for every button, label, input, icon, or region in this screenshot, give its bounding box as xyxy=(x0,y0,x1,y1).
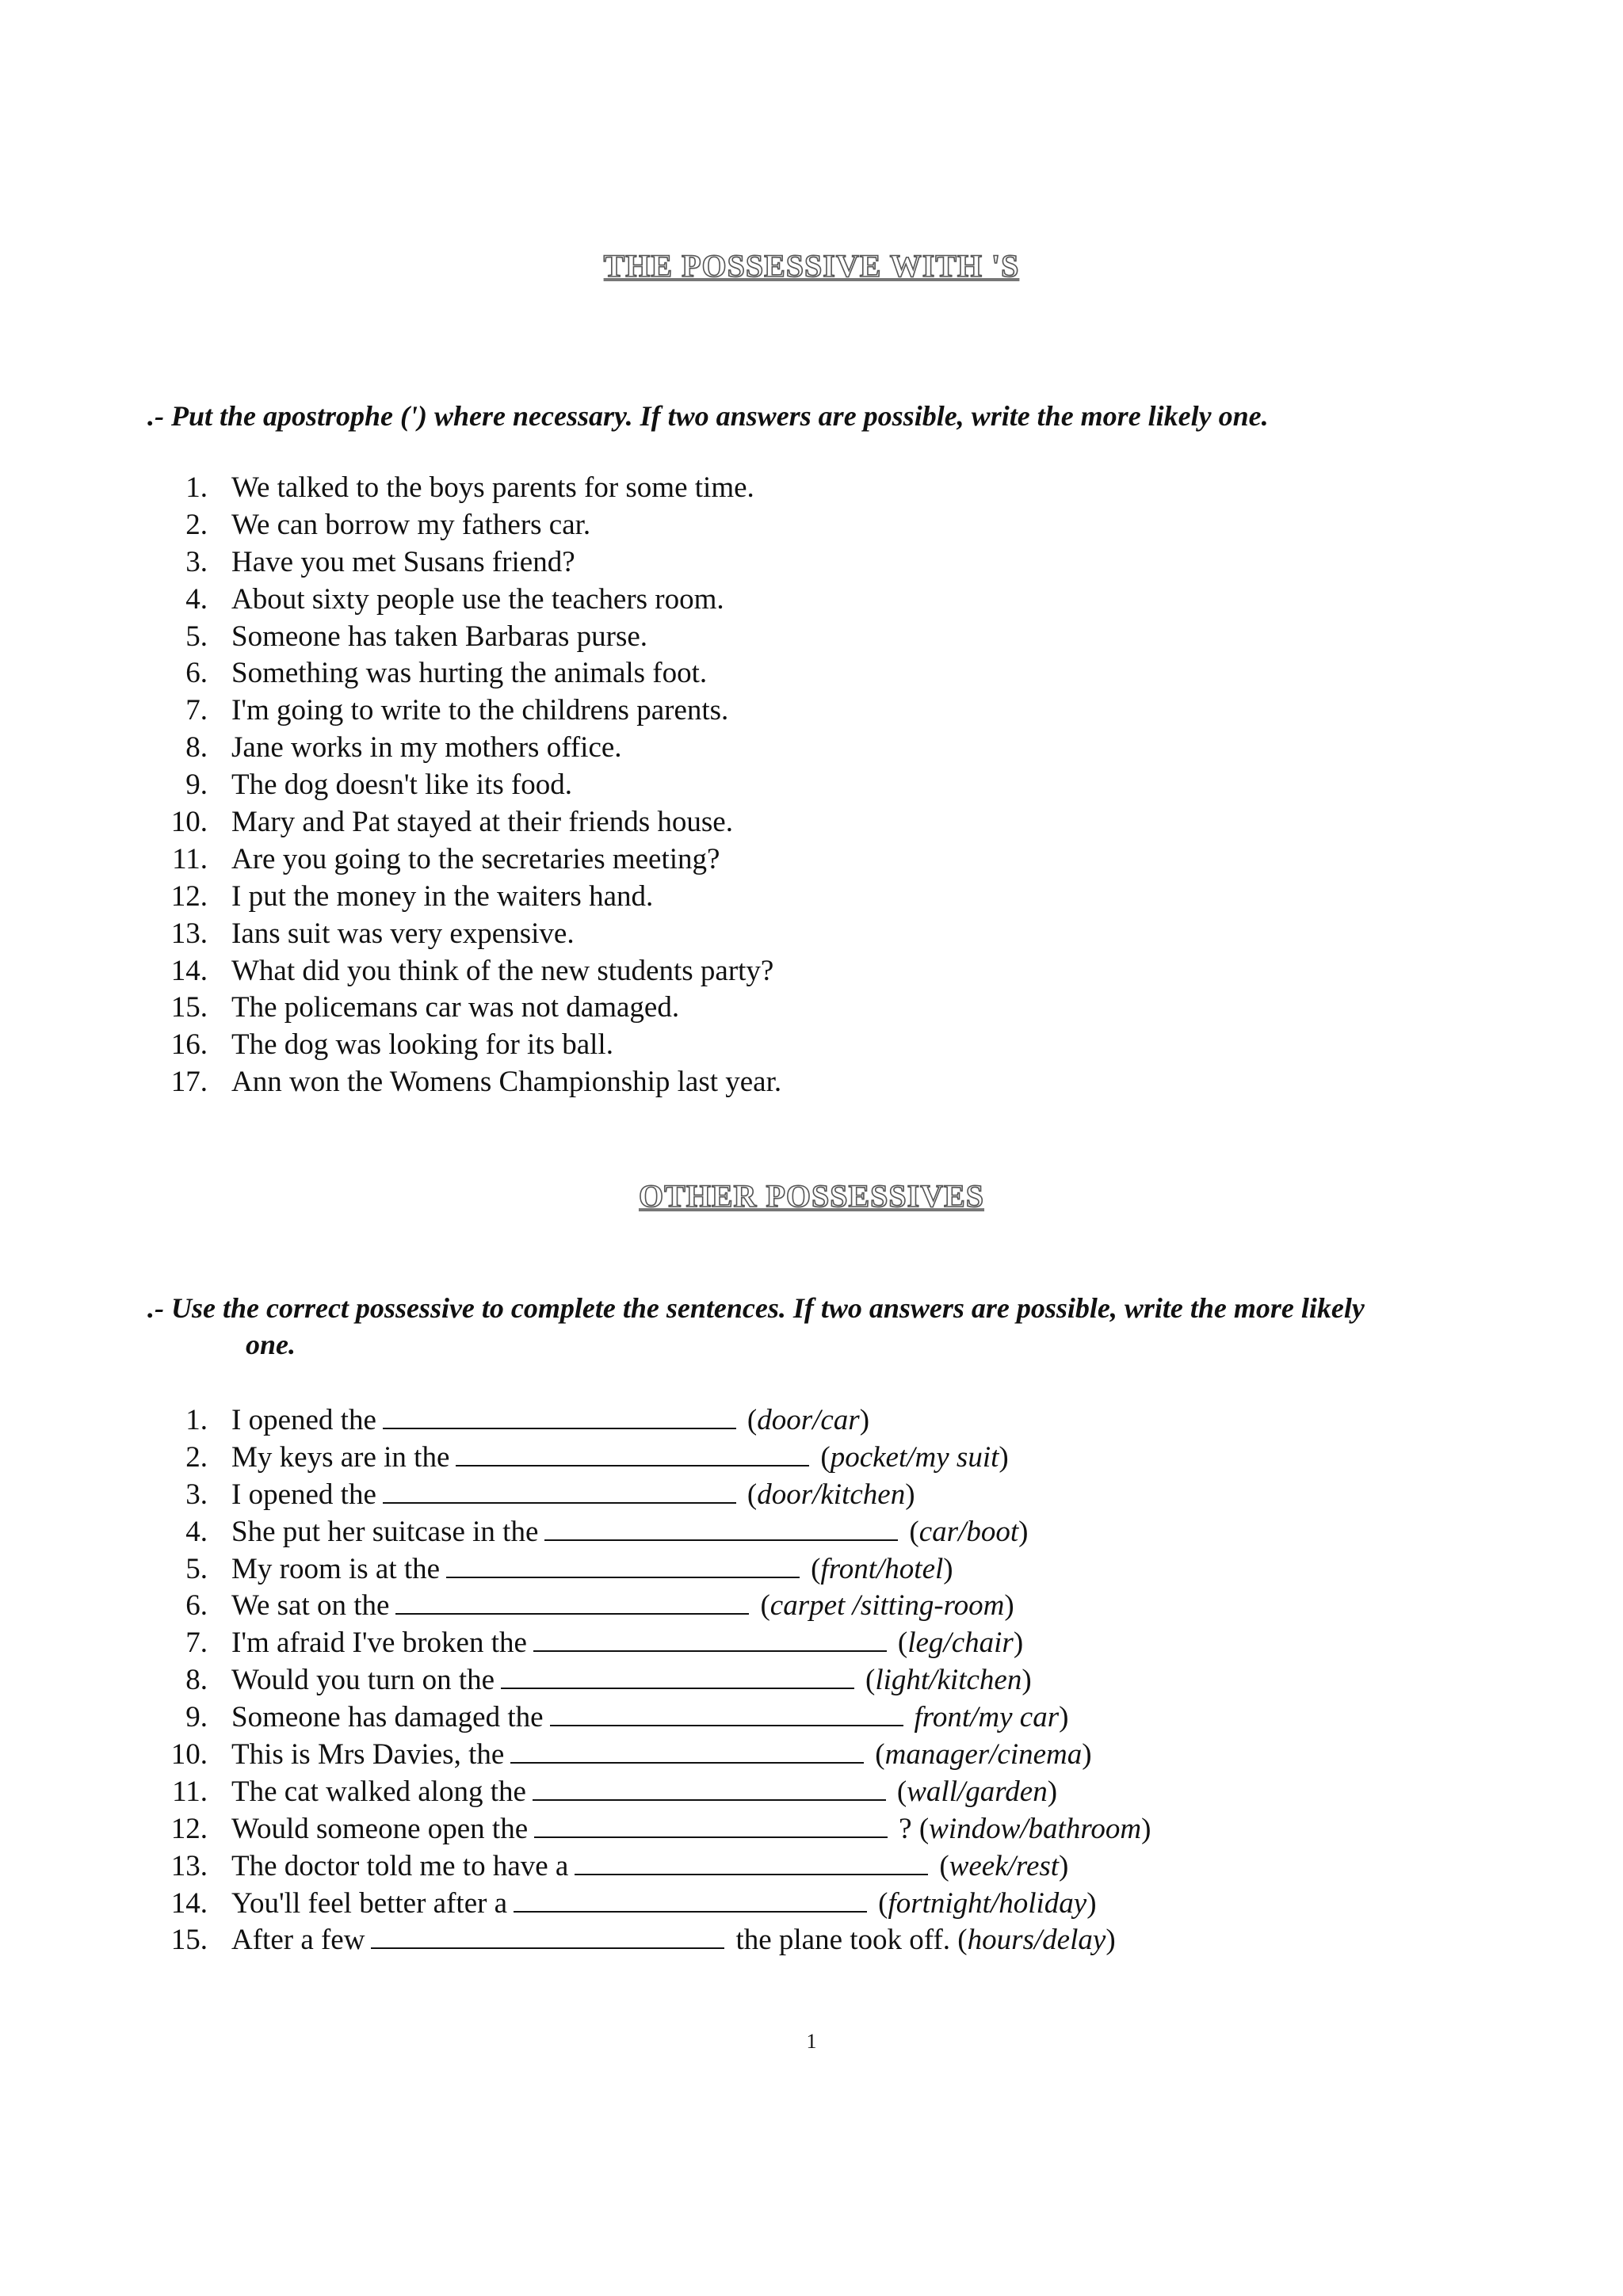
list-item xyxy=(147,1661,1151,1698)
list-item xyxy=(147,841,781,879)
item-number: 6. xyxy=(185,1589,208,1623)
list-item xyxy=(147,1401,1151,1438)
list-item xyxy=(147,1064,781,1101)
list-item xyxy=(147,804,781,841)
hint-close: ) xyxy=(1059,1701,1069,1734)
sentence-start: You'll feel better after a xyxy=(231,1886,508,1920)
item-number: 4. xyxy=(185,582,208,616)
list-item xyxy=(147,1735,1151,1772)
item-number: 13. xyxy=(170,917,208,950)
sentence-start: This is Mrs Davies, the xyxy=(231,1738,505,1772)
word-hint: wall/garden xyxy=(907,1775,1048,1808)
answer-blank[interactable] xyxy=(446,1550,800,1578)
sentence-end: ( xyxy=(909,1515,919,1548)
page-number: 1 xyxy=(806,2030,817,2053)
word-hint: front/hotel xyxy=(820,1552,944,1585)
answer-blank[interactable] xyxy=(383,1475,736,1504)
item-number: 14. xyxy=(170,1886,208,1920)
item-number: 7. xyxy=(185,1627,208,1660)
list-item xyxy=(147,470,781,507)
sentence-end: ( xyxy=(760,1589,770,1623)
list-item xyxy=(147,990,781,1027)
sentence-end: ( xyxy=(820,1440,831,1474)
item-sentence: I'm going to write to the childrens parents. xyxy=(231,694,729,727)
sentence-start: We sat on the xyxy=(231,1589,390,1623)
item-number: 1. xyxy=(185,471,208,504)
item-sentence: The dog was looking for its ball. xyxy=(231,1028,613,1062)
item-sentence: The policemans car was not damaged. xyxy=(231,991,680,1024)
item-number: 13. xyxy=(170,1849,208,1882)
list-item xyxy=(147,1810,1151,1847)
item-sentence: I put the money in the waiters hand. xyxy=(231,879,654,913)
word-hint: leg/chair xyxy=(907,1627,1014,1660)
sentence-start: The cat walked along the xyxy=(231,1775,526,1808)
sentence-start: Would you turn on the xyxy=(231,1664,495,1697)
item-number: 16. xyxy=(170,1028,208,1062)
list-item xyxy=(147,1027,781,1064)
hint-close: ) xyxy=(1018,1515,1029,1548)
section1-instruction: .- Put the apostrophe (') where necessary. If two answers are possible, write the more likely one. xyxy=(147,400,1269,432)
hint-close: ) xyxy=(1004,1589,1014,1623)
answer-blank[interactable] xyxy=(383,1401,736,1429)
answer-blank[interactable] xyxy=(534,1810,888,1838)
answer-blank[interactable] xyxy=(533,1623,887,1652)
word-hint: door/car xyxy=(757,1404,860,1436)
sentence-end: the plane took off. ( xyxy=(735,1924,968,1957)
item-sentence: We talked to the boys parents for some time. xyxy=(231,471,754,504)
item-sentence: Mary and Pat stayed at their friends house. xyxy=(231,806,733,839)
hint-close: ) xyxy=(999,1440,1009,1474)
item-number: 12. xyxy=(170,1812,208,1845)
list-item xyxy=(147,1698,1151,1735)
list-item xyxy=(147,1550,1151,1587)
word-hint: pocket/my suit xyxy=(830,1440,999,1474)
list-item xyxy=(147,1512,1151,1550)
answer-blank[interactable] xyxy=(371,1920,724,1949)
sentence-end: ? ( xyxy=(899,1812,930,1845)
hint-close: ) xyxy=(1141,1812,1151,1845)
answer-blank[interactable] xyxy=(510,1735,864,1764)
sentence-start: She put her suitcase in the xyxy=(231,1515,539,1548)
section2-title: OTHER POSSESSIVES xyxy=(638,1178,985,1214)
section2-instruction-line1: .- Use the correct possessive to complete the sentences. If two answers are possible, write the more likely xyxy=(147,1292,1365,1324)
item-sentence: Ians suit was very expensive. xyxy=(231,917,575,950)
sentence-end: ( xyxy=(939,1849,949,1882)
hint-close: ) xyxy=(905,1478,915,1511)
answer-blank[interactable] xyxy=(456,1438,809,1466)
sentence-start: I'm afraid I've broken the xyxy=(231,1627,527,1660)
hint-close: ) xyxy=(1106,1924,1116,1957)
word-hint: carpet /sitting-room xyxy=(769,1589,1005,1623)
word-hint: hours/delay xyxy=(967,1924,1106,1957)
list-item xyxy=(147,1475,1151,1512)
item-number: 10. xyxy=(170,806,208,839)
item-number: 9. xyxy=(185,769,208,802)
item-number: 1. xyxy=(185,1404,208,1436)
list-item xyxy=(147,730,781,767)
word-hint: light/kitchen xyxy=(875,1664,1022,1697)
item-sentence: Ann won the Womens Championship last year. xyxy=(231,1066,782,1099)
item-number: 6. xyxy=(185,657,208,690)
word-hint: car/boot xyxy=(918,1515,1019,1548)
list-item xyxy=(147,1920,1151,1958)
sentence-end: ( xyxy=(875,1738,885,1772)
sentence-start: I opened the xyxy=(231,1478,376,1511)
list-item xyxy=(147,1884,1151,1921)
answer-blank[interactable] xyxy=(550,1698,903,1726)
list-item xyxy=(147,1772,1151,1810)
item-number: 11. xyxy=(172,842,208,875)
answer-blank[interactable] xyxy=(501,1661,854,1689)
list-item xyxy=(147,916,781,953)
answer-blank[interactable] xyxy=(514,1884,867,1913)
sentence-end: ( xyxy=(878,1886,888,1920)
list-item xyxy=(147,953,781,990)
item-number: 7. xyxy=(185,694,208,727)
word-hint: door/kitchen xyxy=(757,1478,906,1511)
item-number: 5. xyxy=(185,620,208,653)
list-item xyxy=(147,767,781,804)
section2-instruction xyxy=(147,1290,1510,1363)
sentence-start: I opened the xyxy=(231,1404,376,1436)
sentence-end: ( xyxy=(747,1478,758,1511)
hint-close: ) xyxy=(1082,1738,1092,1772)
list-item xyxy=(147,1847,1151,1884)
answer-blank[interactable] xyxy=(533,1772,886,1801)
list-item xyxy=(147,1623,1151,1661)
item-sentence: Someone has taken Barbaras purse. xyxy=(231,620,648,653)
item-number: 8. xyxy=(185,1664,208,1697)
item-sentence: About sixty people use the teachers room. xyxy=(231,582,724,616)
sentence-end: ( xyxy=(747,1404,758,1436)
sentence-start: Would someone open the xyxy=(231,1812,529,1845)
word-hint: manager/cinema xyxy=(884,1738,1083,1772)
hint-close: ) xyxy=(1022,1664,1032,1697)
item-number: 10. xyxy=(170,1738,208,1772)
hint-close: ) xyxy=(859,1404,870,1436)
sentence-start: The doctor told me to have a xyxy=(231,1849,569,1882)
sentence-start: After a few xyxy=(231,1924,365,1957)
sentence-start: Someone has damaged the xyxy=(231,1701,544,1734)
hint-close: ) xyxy=(1013,1627,1024,1660)
item-number: 15. xyxy=(170,1924,208,1957)
item-number: 14. xyxy=(170,954,208,987)
list-item xyxy=(147,1586,1151,1623)
item-sentence: We can borrow my fathers car. xyxy=(231,508,591,541)
answer-blank[interactable] xyxy=(575,1847,928,1875)
sentence-end: ( xyxy=(865,1664,876,1697)
item-number: 5. xyxy=(185,1552,208,1585)
sentence-end: ( xyxy=(811,1552,821,1585)
hint-close: ) xyxy=(943,1552,953,1585)
list-item xyxy=(147,544,781,582)
list-item xyxy=(147,655,781,692)
item-sentence: The dog doesn't like its food. xyxy=(231,769,573,802)
item-number: 3. xyxy=(185,545,208,578)
item-number: 15. xyxy=(170,991,208,1024)
item-sentence: What did you think of the new students party? xyxy=(231,954,774,987)
section1-list xyxy=(147,470,781,1101)
section1-title: THE POSSESSIVE WITH 'S xyxy=(603,248,1020,284)
item-sentence: Have you met Susans friend? xyxy=(231,545,575,578)
item-number: 9. xyxy=(185,1701,208,1734)
item-number: 8. xyxy=(185,731,208,765)
item-number: 4. xyxy=(185,1515,208,1548)
item-number: 2. xyxy=(185,1440,208,1474)
section2-list xyxy=(147,1401,1151,1958)
hint-close: ) xyxy=(1086,1886,1097,1920)
hint-close: ) xyxy=(1059,1849,1069,1882)
sentence-end: ( xyxy=(896,1775,907,1808)
answer-blank[interactable] xyxy=(544,1512,898,1541)
sentence-start: My keys are in the xyxy=(231,1440,450,1474)
item-sentence: Something was hurting the animals foot. xyxy=(231,657,708,690)
item-sentence: Are you going to the secretaries meeting? xyxy=(231,842,720,875)
section2-instruction-line2: one. xyxy=(246,1329,296,1360)
word-hint: week/rest xyxy=(949,1849,1060,1882)
word-hint: front/my car xyxy=(914,1701,1060,1734)
list-item xyxy=(147,1438,1151,1475)
word-hint: window/bathroom xyxy=(929,1812,1142,1845)
word-hint: fortnight/holiday xyxy=(888,1886,1087,1920)
list-item xyxy=(147,692,781,730)
list-item xyxy=(147,507,781,544)
item-number: 3. xyxy=(185,1478,208,1511)
sentence-end: ( xyxy=(897,1627,908,1660)
item-number: 11. xyxy=(172,1775,208,1808)
sentence-start: My room is at the xyxy=(231,1552,441,1585)
item-number: 2. xyxy=(185,508,208,541)
list-item xyxy=(147,582,781,619)
item-number: 12. xyxy=(170,879,208,913)
hint-close: ) xyxy=(1047,1775,1058,1808)
item-sentence: Jane works in my mothers office. xyxy=(231,731,622,765)
item-number: 17. xyxy=(170,1066,208,1099)
list-item xyxy=(147,619,781,656)
list-item xyxy=(147,879,781,916)
answer-blank[interactable] xyxy=(395,1586,749,1615)
